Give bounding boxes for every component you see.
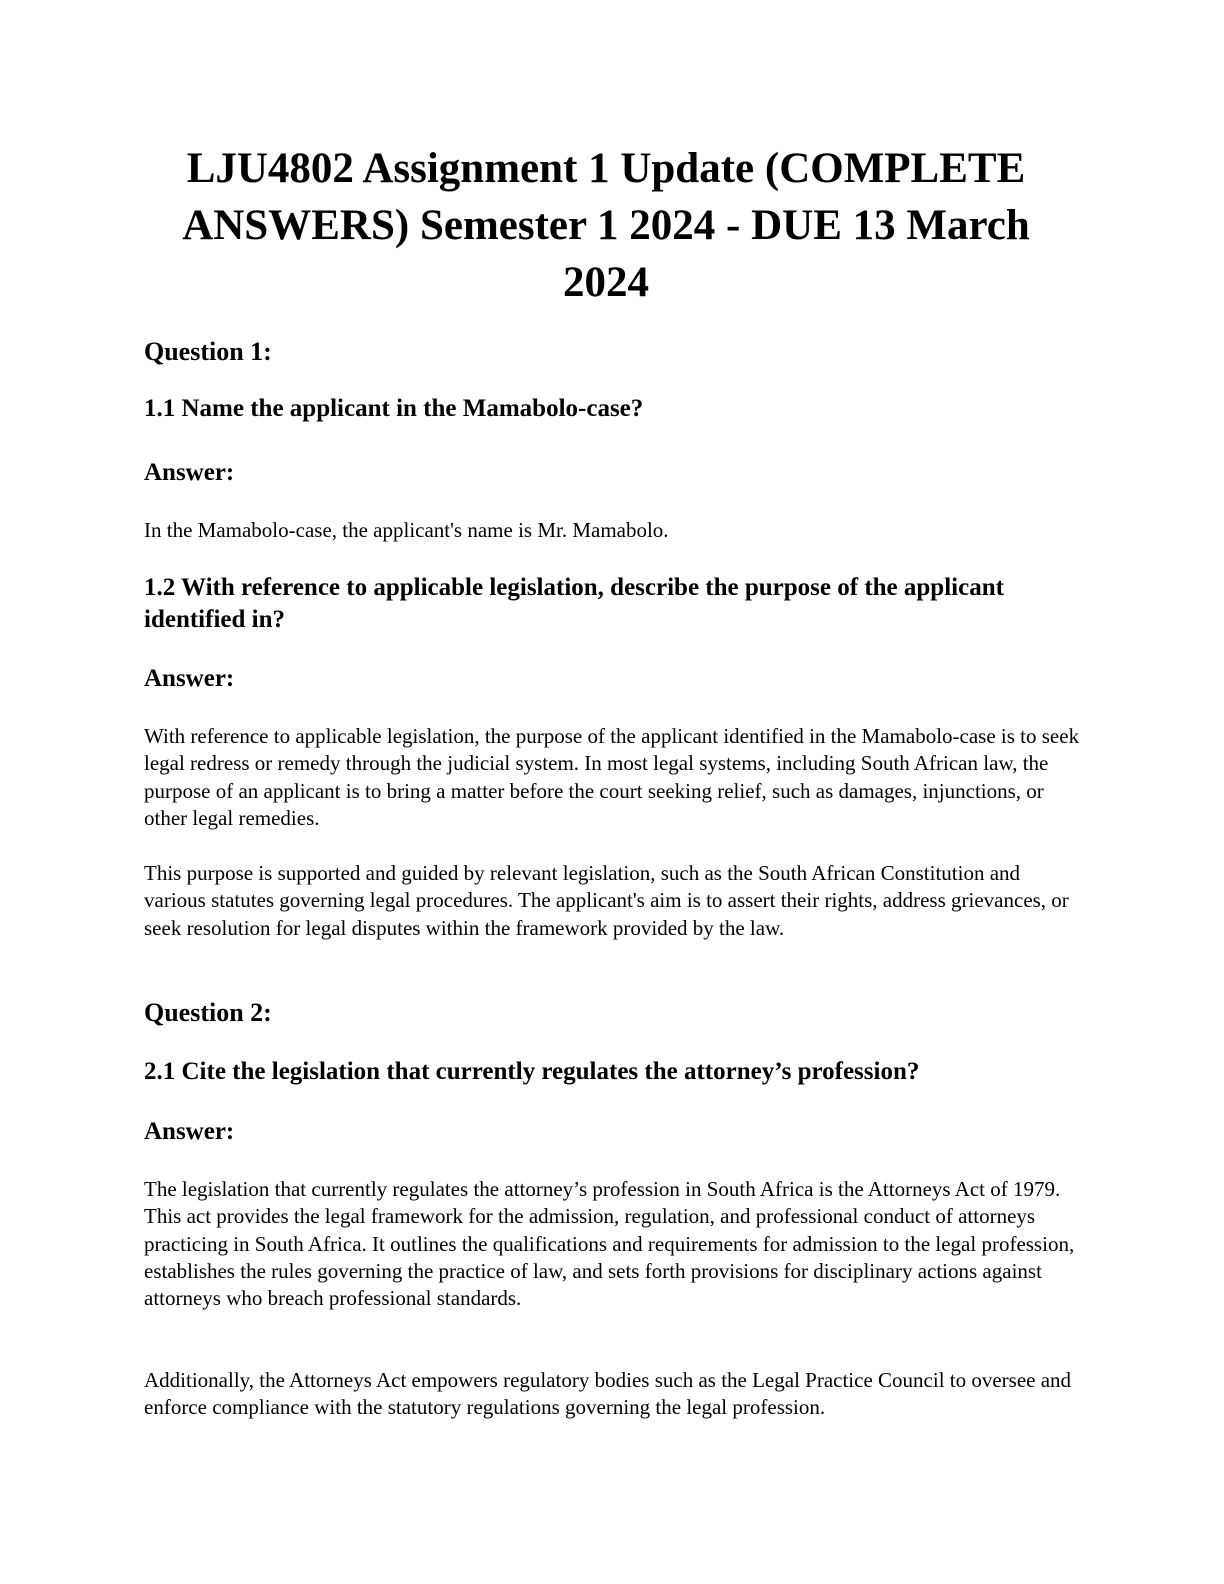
question-1-1-text: 1.1 Name the applicant in the Mamabolo-case?	[144, 395, 644, 422]
question-1-1-answer-label: Answer:	[144, 459, 235, 486]
question-1-2-answer-paragraph-2: This purpose is supported and guided by relevant legislation, such as the South African Constitution and various statutes governing legal procedures. The applicant's aim is to assert their rights, address grievances, or seek resolution for legal disputes within the framework provided by the law.	[144, 861, 1069, 940]
document-title: LJU4802 Assignment 1 Update (COMPLETE ANSWERS) Semester 1 2024 - DUE 13 March 2024	[182, 145, 1030, 306]
question-2-1-answer-paragraph-2: Additionally, the Attorneys Act empowers regulatory bodies such as the Legal Practice Council to oversee and enforce compliance with the statutory regulations governing the legal profession.	[144, 1368, 1072, 1420]
question-2-1-answer-paragraph-1: The legislation that currently regulates the attorney’s profession in South Africa is the Attorneys Act of 1979. This act provides the legal framework for the admission, regulation, and professional conduct of attorneys practicing in South Africa. It outlines the qualifications and requirements for admission to the legal profession, establishes the rules governing the practice of law, and sets forth provisions for disciplinary actions against attorneys who breach professional standards.	[144, 1177, 1075, 1311]
question-1-2-text: 1.2 With reference to applicable legislation, describe the purpose of the applicant identified in?	[144, 574, 1004, 633]
question-2-1-answer-label: Answer:	[144, 1118, 235, 1145]
question-2-1-text: 2.1 Cite the legislation that currently regulates the attorney’s profession?	[144, 1058, 920, 1085]
question-1-heading: Question 1:	[144, 337, 272, 366]
question-1-1-answer: In the Mamabolo-case, the applicant's name is Mr. Mamabolo.	[144, 518, 669, 542]
question-1-2-answer-paragraph-1: With reference to applicable legislation, the purpose of the applicant identified in the Mamabolo-case is to seek legal redress or remedy through the judicial system. In most legal systems, including South African law, the purpose of an applicant is to bring a matter before the court seeking relief, such as damages, injunctions, or other legal remedies.	[144, 724, 1080, 830]
question-2-heading: Question 2:	[144, 998, 272, 1027]
question-1-2-answer-label: Answer:	[144, 665, 235, 692]
